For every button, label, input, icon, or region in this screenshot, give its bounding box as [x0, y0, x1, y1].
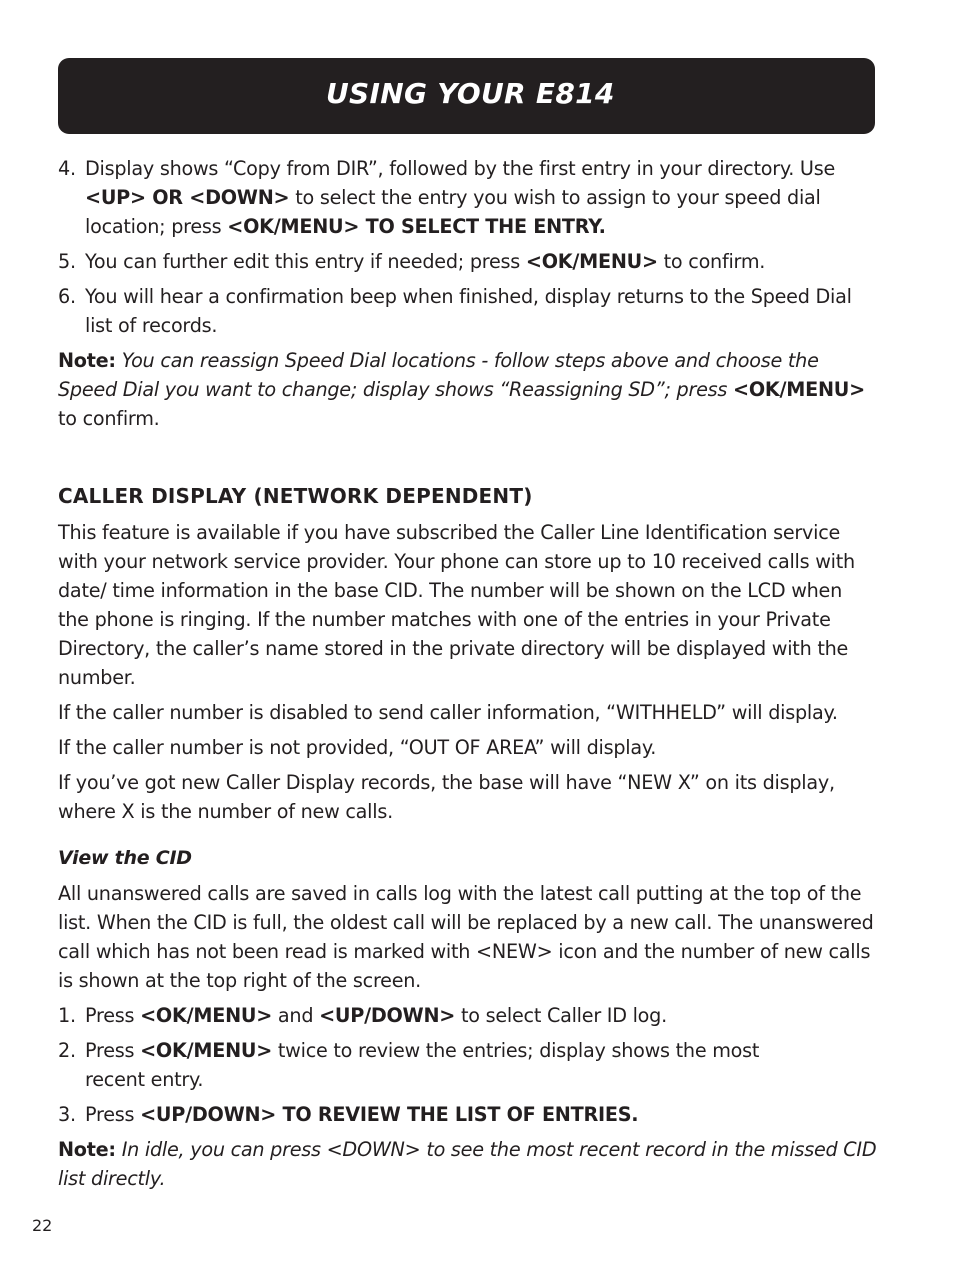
note-text: You can reassign Speed Dial locations - follow steps above and choose the Speed Dial you want to change; display shows “Reassigning SD”; press [58, 349, 819, 401]
note-key: <OK/MENU> [733, 378, 865, 401]
list-item [58, 1100, 878, 1129]
section-title: USING YOUR E814 [326, 77, 615, 110]
item-key: <OK/MENU> [140, 1039, 273, 1062]
item-text: Display shows “Copy from DIR”, followed by the first entry in your directory. Use [85, 157, 836, 180]
item-text: You can further edit this entry if needed; press [85, 250, 526, 273]
paragraph: This feature is available if you have subscribed the Caller Line Identification service with your network service provider. Your phone can store up to 10 received calls with date/ time information in the base CID. The number will be shown on the LCD when the phone is ringing. If the number matches with one of the entries in your Private Directory, the caller’s name stored in the private directory will be displayed with the number. [58, 521, 855, 689]
note-label: Note: [58, 349, 116, 372]
item-key: <OK/MENU> TO SELECT THE ENTRY. [227, 215, 606, 238]
item-text: You will hear a confirmation beep when finished, display returns to the Speed Dial list of records. [85, 285, 852, 337]
paragraph: If the caller number is disabled to send caller information, “WITHHELD” will display. [58, 701, 838, 724]
note [58, 346, 878, 433]
section-header [58, 58, 875, 134]
item-key: <OK/MENU> [525, 250, 658, 273]
list-item [58, 154, 878, 241]
item-number: 1. [58, 1004, 76, 1027]
item-key: <UP> OR <DOWN> [85, 186, 290, 209]
view-cid-heading: View the CID [58, 847, 192, 869]
item-text: to select Caller ID log. [455, 1004, 667, 1027]
paragraph: If the caller number is not provided, “OUT OF AREA” will display. [58, 736, 657, 759]
item-text: Press [85, 1103, 141, 1126]
list-item [58, 1036, 878, 1094]
note [58, 1135, 878, 1193]
note-end: to confirm. [58, 407, 160, 430]
list-item [58, 1001, 878, 1030]
paragraph: If you’ve got new Caller Display records, the base will have “NEW X” on its display, where X is the number of new calls. [58, 771, 835, 823]
item-number: 3. [58, 1103, 76, 1126]
item-text: and [272, 1004, 320, 1027]
item-key: <UP/DOWN> TO REVIEW THE LIST OF ENTRIES. [140, 1103, 639, 1126]
item-text: Press [85, 1039, 141, 1062]
item-key: <UP/DOWN> [319, 1004, 456, 1027]
item-number: 6. [58, 285, 76, 308]
item-number: 4. [58, 157, 76, 180]
item-text: Press [85, 1004, 141, 1027]
paragraph: All unanswered calls are saved in calls log with the latest call putting at the top of the list. When the CID is full, the oldest call will be replaced by a new call. The unanswered call which has not been read is marked with <NEW> icon and the number of new calls is shown at the top right of the screen. [58, 882, 874, 992]
note-label: Note: [58, 1138, 116, 1161]
caller-display-heading: CALLER DISPLAY (NETWORK DEPENDENT) [58, 484, 533, 508]
page-content [58, 154, 878, 1199]
item-key: <OK/MENU> [140, 1004, 273, 1027]
item-number: 2. [58, 1039, 76, 1062]
item-text: twice to review the entries; display shows the most recent entry. [85, 1039, 760, 1091]
page-number: 22 [32, 1216, 53, 1235]
list-item [58, 247, 878, 276]
item-text: to confirm. [657, 250, 766, 273]
item-number: 5. [58, 250, 76, 273]
note-text: In idle, you can press <DOWN> to see the most recent record in the missed CID list directly. [58, 1138, 877, 1190]
item-text: to select the entry you wish to assign to your speed dial location; press [85, 186, 821, 238]
list-item [58, 282, 878, 340]
